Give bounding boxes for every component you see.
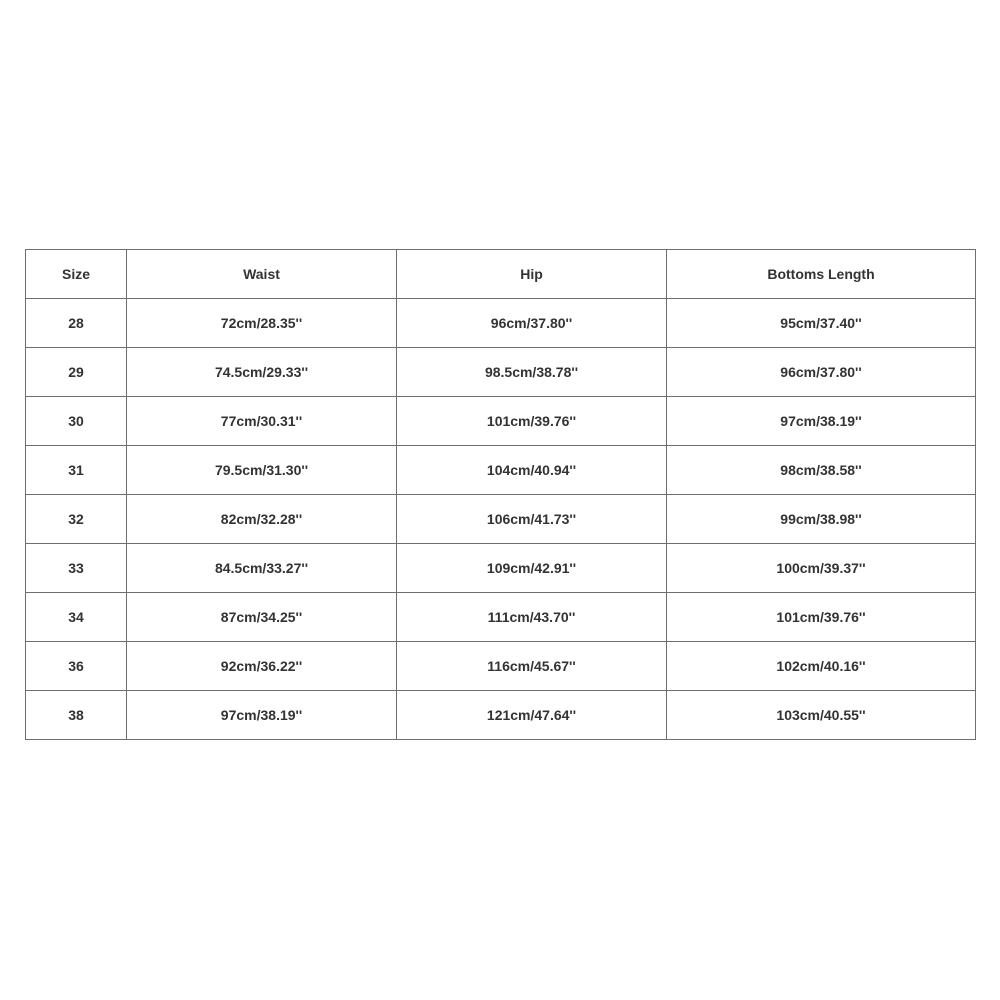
cell-waist: 92cm/36.22'' bbox=[127, 642, 397, 691]
cell-waist: 74.5cm/29.33'' bbox=[127, 348, 397, 397]
cell-length: 102cm/40.16'' bbox=[667, 642, 976, 691]
cell-hip: 101cm/39.76'' bbox=[397, 397, 667, 446]
cell-hip: 121cm/47.64'' bbox=[397, 691, 667, 740]
header-waist: Waist bbox=[127, 250, 397, 299]
cell-waist: 87cm/34.25'' bbox=[127, 593, 397, 642]
cell-waist: 84.5cm/33.27'' bbox=[127, 544, 397, 593]
cell-size: 30 bbox=[26, 397, 127, 446]
size-chart-table bbox=[25, 249, 976, 740]
cell-size: 31 bbox=[26, 446, 127, 495]
cell-size: 33 bbox=[26, 544, 127, 593]
table-row bbox=[26, 691, 976, 740]
cell-waist: 97cm/38.19'' bbox=[127, 691, 397, 740]
cell-length: 103cm/40.55'' bbox=[667, 691, 976, 740]
cell-size: 36 bbox=[26, 642, 127, 691]
cell-waist: 72cm/28.35'' bbox=[127, 299, 397, 348]
table-header-row bbox=[26, 250, 976, 299]
cell-size: 34 bbox=[26, 593, 127, 642]
table-row bbox=[26, 593, 976, 642]
table-row bbox=[26, 397, 976, 446]
table-row bbox=[26, 299, 976, 348]
table-row bbox=[26, 544, 976, 593]
cell-length: 96cm/37.80'' bbox=[667, 348, 976, 397]
cell-size: 28 bbox=[26, 299, 127, 348]
cell-hip: 98.5cm/38.78'' bbox=[397, 348, 667, 397]
cell-length: 97cm/38.19'' bbox=[667, 397, 976, 446]
cell-waist: 82cm/32.28'' bbox=[127, 495, 397, 544]
cell-hip: 106cm/41.73'' bbox=[397, 495, 667, 544]
header-size: Size bbox=[26, 250, 127, 299]
table-row bbox=[26, 495, 976, 544]
cell-length: 95cm/37.40'' bbox=[667, 299, 976, 348]
cell-size: 32 bbox=[26, 495, 127, 544]
cell-length: 101cm/39.76'' bbox=[667, 593, 976, 642]
header-bottoms-length: Bottoms Length bbox=[667, 250, 976, 299]
cell-hip: 116cm/45.67'' bbox=[397, 642, 667, 691]
cell-waist: 77cm/30.31'' bbox=[127, 397, 397, 446]
cell-length: 98cm/38.58'' bbox=[667, 446, 976, 495]
table-row bbox=[26, 642, 976, 691]
cell-hip: 111cm/43.70'' bbox=[397, 593, 667, 642]
table-row bbox=[26, 348, 976, 397]
cell-waist: 79.5cm/31.30'' bbox=[127, 446, 397, 495]
cell-size: 38 bbox=[26, 691, 127, 740]
cell-length: 100cm/39.37'' bbox=[667, 544, 976, 593]
cell-hip: 109cm/42.91'' bbox=[397, 544, 667, 593]
cell-size: 29 bbox=[26, 348, 127, 397]
cell-length: 99cm/38.98'' bbox=[667, 495, 976, 544]
header-hip: Hip bbox=[397, 250, 667, 299]
cell-hip: 104cm/40.94'' bbox=[397, 446, 667, 495]
table-row bbox=[26, 446, 976, 495]
cell-hip: 96cm/37.80'' bbox=[397, 299, 667, 348]
